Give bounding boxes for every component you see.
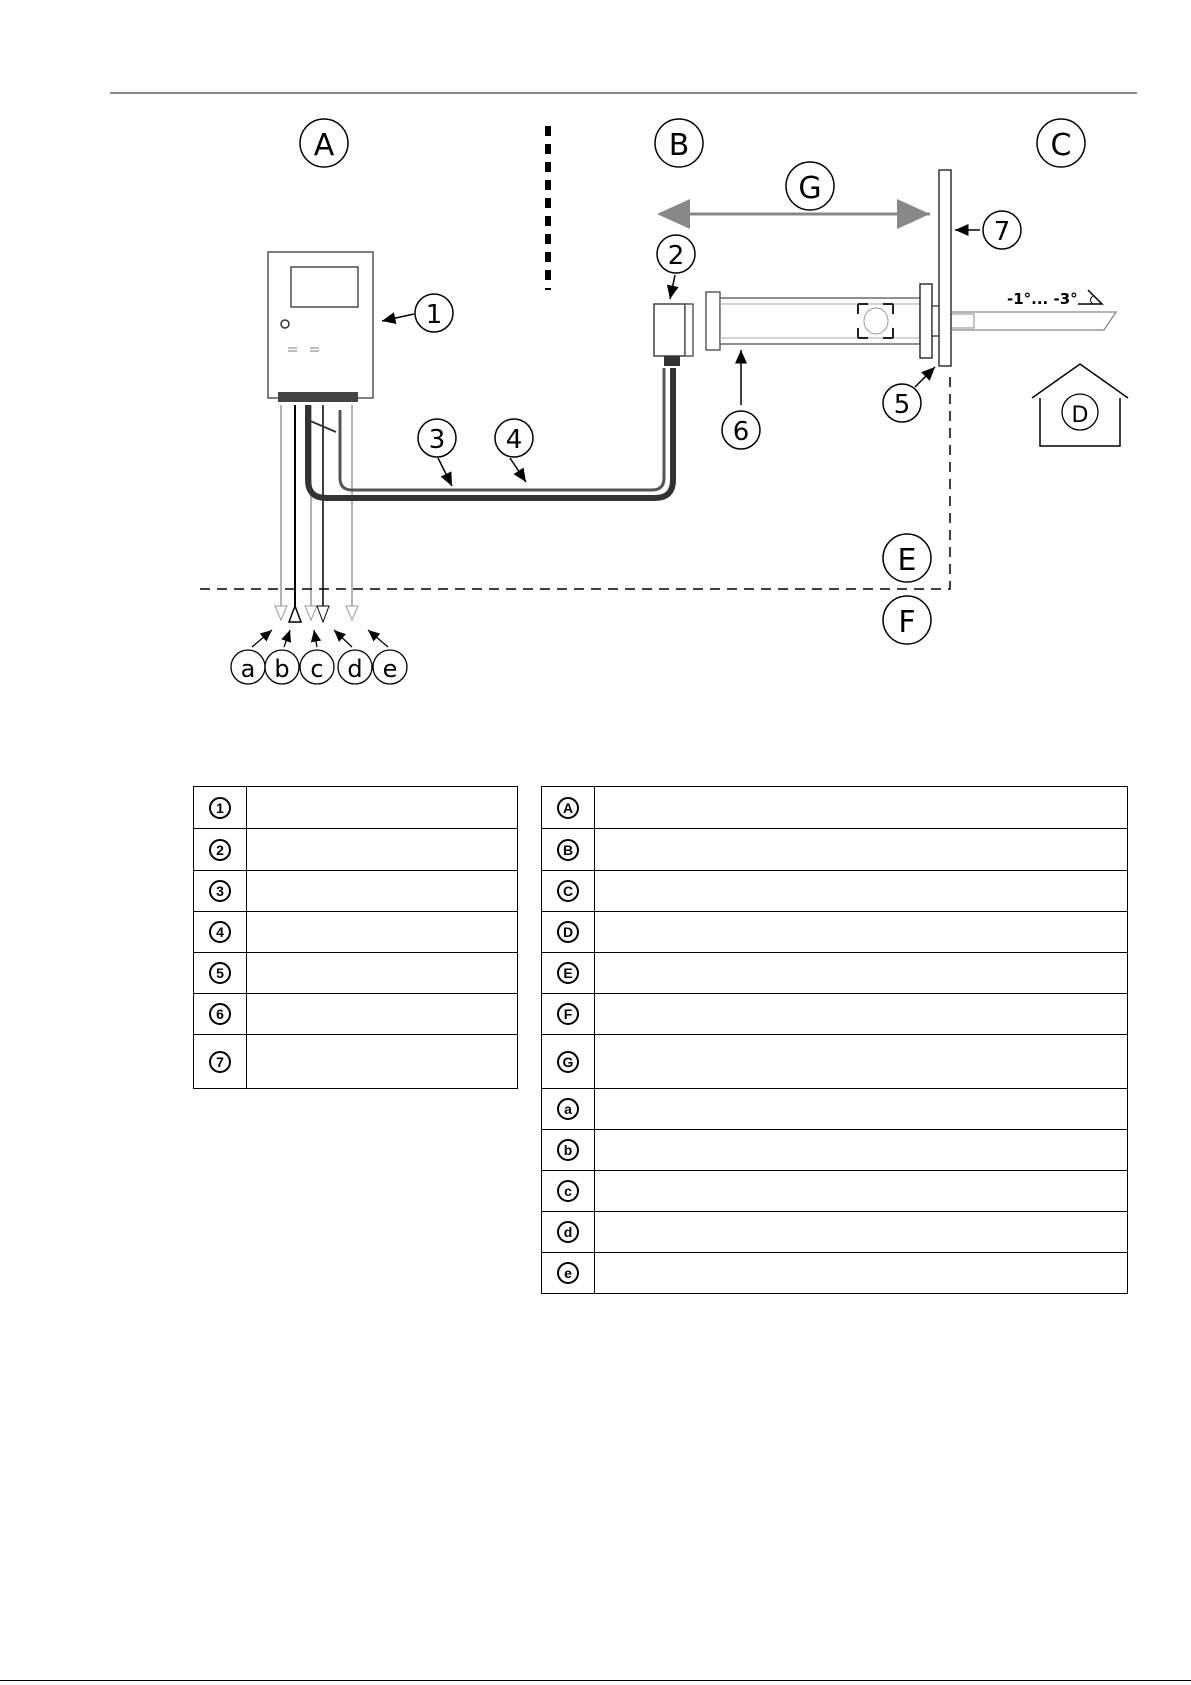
zone-label-C [1037, 119, 1085, 167]
legend-row [542, 787, 1128, 829]
legend-key-badge: c [557, 1180, 579, 1202]
legend-row [542, 912, 1128, 953]
angle-label: -1°... -3° [1007, 290, 1078, 308]
zone-label-E-text: E [897, 543, 917, 578]
legend-row [542, 1171, 1128, 1212]
legend-row [542, 1253, 1128, 1294]
legend-row [194, 871, 518, 912]
legend-key-badge: 1 [209, 797, 231, 819]
zone-label-D [1032, 364, 1128, 446]
zone-label-F-text: F [898, 605, 916, 640]
legend-components [193, 786, 518, 1089]
control-unit [268, 252, 373, 402]
legend-key-badge: 7 [209, 1051, 231, 1073]
callout-arrow-1 [382, 314, 414, 321]
component-number-1 [415, 294, 453, 332]
legend-row [542, 1130, 1128, 1171]
legend-description [595, 1253, 1128, 1294]
junction-box [654, 304, 693, 366]
legend-key-badge: B [557, 839, 579, 861]
connection-letter-a [231, 650, 265, 684]
callout-arrow-3 [438, 458, 452, 486]
legend-row [194, 912, 518, 953]
legend-row [542, 1212, 1128, 1253]
zone-label-F [883, 596, 931, 644]
component-number-7-text: 7 [993, 217, 1011, 247]
cable-4 [340, 368, 664, 490]
boundary-line-E-F [200, 370, 950, 589]
component-number-5 [883, 384, 921, 422]
connection-letter-arrows [252, 630, 388, 647]
callout-arrow-4 [510, 458, 526, 482]
component-number-7 [983, 211, 1021, 249]
legend-row [542, 1089, 1128, 1130]
legend-key-badge: a [557, 1098, 579, 1120]
legend-description [595, 829, 1128, 871]
callout-arrow-2 [670, 275, 675, 299]
legend-description [595, 953, 1128, 994]
legend-key-badge: 3 [209, 880, 231, 902]
component-number-1-text: 1 [425, 300, 443, 330]
legend-key-badge: d [557, 1221, 579, 1243]
angle-icon [1078, 290, 1102, 304]
legend-description [595, 912, 1128, 953]
legend-key-badge: G [557, 1051, 579, 1073]
zone-label-A [300, 119, 348, 167]
legend-key-badge: 2 [209, 839, 231, 861]
zone-label-E [883, 534, 931, 582]
legend-key-badge: 4 [209, 921, 231, 943]
connection-letter-c [300, 650, 334, 684]
legend-description [595, 1130, 1128, 1171]
component-number-2-text: 2 [667, 241, 685, 271]
installation-diagram [0, 0, 1191, 720]
legend-description [247, 994, 518, 1035]
component-number-4 [495, 419, 533, 457]
zone-label-B [655, 119, 703, 167]
zone-label-G [786, 162, 834, 210]
legend-row [542, 871, 1128, 912]
zone-label-D-text: D [1071, 403, 1089, 428]
component-number-2 [657, 235, 695, 273]
legend-description [247, 787, 518, 829]
legend-row [194, 953, 518, 994]
connection-letter-d [338, 650, 372, 684]
legend-key-badge: F [557, 1003, 579, 1025]
zone-label-G-text: G [798, 171, 822, 206]
legend-description [247, 829, 518, 871]
legend-key-badge: 6 [209, 1003, 231, 1025]
legend-key-badge: 5 [209, 962, 231, 984]
legend-description [595, 1035, 1128, 1089]
legend-row [194, 829, 518, 871]
connection-letter-b-text: b [274, 655, 290, 683]
legend-description [247, 871, 518, 912]
component-number-4-text: 4 [505, 425, 523, 455]
zone-label-C-text: C [1050, 128, 1072, 163]
legend-key-badge: E [557, 962, 579, 984]
legend-key-badge: e [557, 1262, 579, 1284]
connection-letter-a-text: a [240, 655, 256, 683]
legend-row [194, 994, 518, 1035]
legend-description [595, 1171, 1128, 1212]
legend-description [247, 953, 518, 994]
connection-letter-c-text: c [310, 655, 324, 683]
footer-rule [0, 1680, 1191, 1681]
legend-key-badge: b [557, 1139, 579, 1161]
probe-tube [951, 312, 1116, 330]
connection-letter-b [265, 650, 299, 684]
legend-row [194, 1035, 518, 1089]
probe-body [706, 284, 974, 358]
legend-row [542, 1035, 1128, 1089]
legend-row [194, 787, 518, 829]
legend-description [247, 912, 518, 953]
mounting-wall [939, 170, 951, 366]
component-number-3 [418, 419, 456, 457]
legend-description [595, 787, 1128, 829]
connection-letter-e [373, 650, 407, 684]
legend-row [542, 953, 1128, 994]
legend-row [542, 829, 1128, 871]
connection-letter-d-text: d [347, 655, 363, 683]
component-number-6 [722, 411, 760, 449]
legend-description [595, 994, 1128, 1035]
legend-zones-connections [541, 786, 1128, 1294]
legend-key-badge: D [557, 921, 579, 943]
legend-description [247, 1035, 518, 1089]
zone-label-B-text: B [668, 128, 690, 163]
component-number-5-text: 5 [893, 390, 911, 420]
legend-description [595, 1212, 1128, 1253]
legend-description [595, 871, 1128, 912]
component-number-6-text: 6 [732, 417, 750, 447]
legend-key-badge: C [557, 880, 579, 902]
zone-label-A-text: A [313, 128, 335, 163]
legend-description [595, 1089, 1128, 1130]
legend-key-badge: A [557, 797, 579, 819]
callout-arrow-5 [915, 367, 935, 387]
legend-row [542, 994, 1128, 1035]
component-number-3-text: 3 [428, 425, 446, 455]
connection-letter-e-text: e [382, 655, 398, 683]
